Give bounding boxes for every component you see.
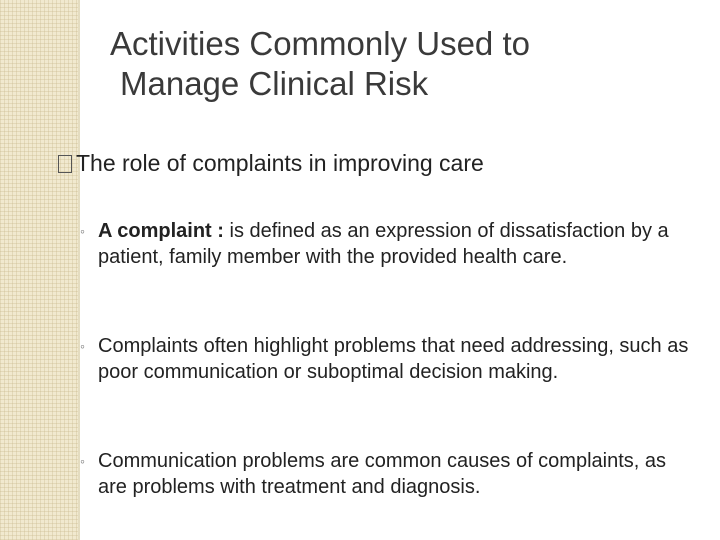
level1-bullet-text: The role of complaints in improving care [76, 150, 484, 176]
circle-bullet-icon: ◦ [80, 453, 85, 469]
sub-bullet-1-text [80, 218, 700, 270]
circle-bullet-icon: ◦ [80, 338, 85, 354]
slide-title [110, 24, 690, 104]
sub-bullet-3 [80, 448, 700, 500]
sub-bullet-1 [80, 218, 700, 270]
square-bullet-icon [58, 155, 72, 173]
sub-bullet-2 [80, 333, 700, 385]
circle-bullet-icon: ◦ [80, 223, 85, 239]
sub-bullet-2-body: Complaints often highlight problems that need addressing, such as poor communication or suboptimal decision making. [98, 335, 689, 383]
sub-bullet-3-text [80, 448, 700, 500]
sub-bullet-1-body: is defined as an expression of dissatisfaction by a patient, family member with the provided health care. [98, 220, 669, 268]
title-line-2: Manage Clinical Risk [120, 65, 429, 102]
sub-bullet-3-body: Communication problems are common causes of complaints, as are problems with treatment and diagnosis. [98, 450, 667, 498]
level1-bullet [58, 148, 698, 178]
sub-bullet-2-text [80, 333, 700, 385]
decorative-sidebar [0, 0, 78, 540]
title-line-1: Activities Commonly Used to [110, 25, 530, 62]
sub-bullet-1-lead: A complaint : [98, 220, 224, 242]
